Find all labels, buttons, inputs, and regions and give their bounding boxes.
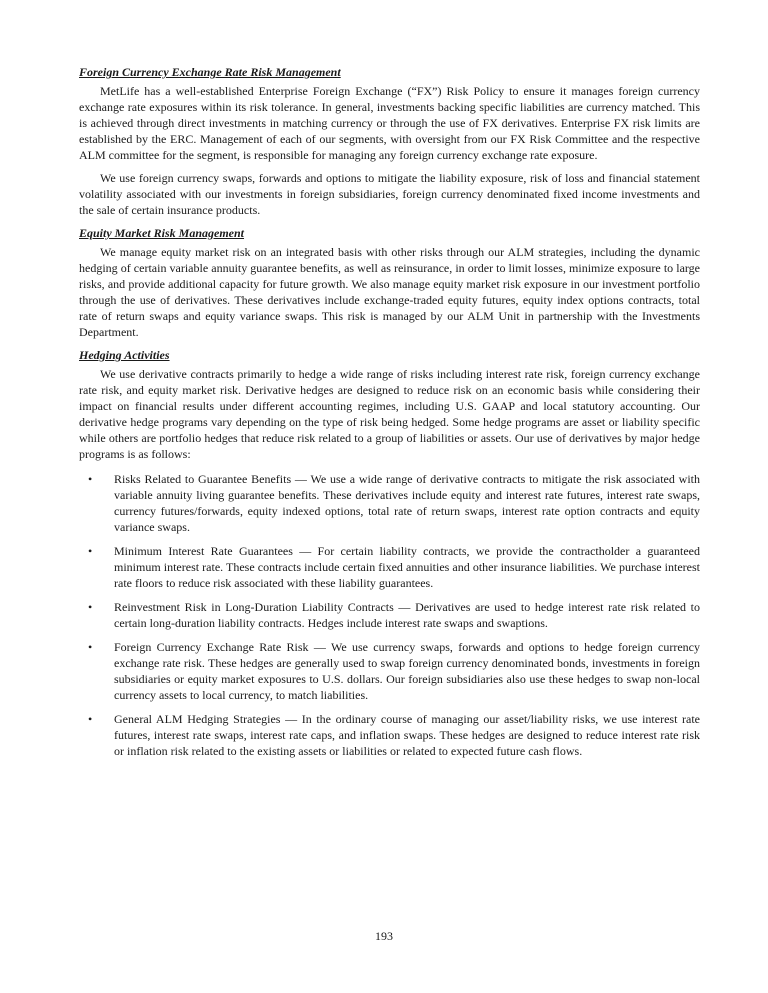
- section-heading-hedging: Hedging Activities: [79, 348, 170, 362]
- bullet-icon: •: [88, 712, 93, 726]
- paragraph: We use foreign currency swaps, forwards and options to mitigate the liability exposure, risk of loss and financial statement volatility associated with our investments in foreign subsidiaries, foreign currency denominated fixed income investments and the sale of certain insurance products.: [79, 171, 700, 217]
- list-item-text: Minimum Interest Rate Guarantees — For certain liability contracts, we provide the contractholder a guaranteed minimum interest rate. These contracts include certain fixed annuities and other insurance liabilities. We purchase interest rate floors to reduce risk associated with these liability guarantees.: [114, 544, 700, 590]
- document-page: [79, 64, 700, 767]
- list-item-text: Foreign Currency Exchange Rate Risk — We use currency swaps, forwards and options to hedge foreign currency exchange rate risk. These hedges are generally used to swap foreign currency denominated bonds, investments in foreign subsidiaries or equity market exposures to U.S. dollars. Our foreign subsidiaries also use these hedges to swap non-local currency assets to local currency, to match liabilities.: [114, 640, 700, 702]
- paragraph: We manage equity market risk on an integrated basis with other risks through our ALM strategies, including the dynamic hedging of certain variable annuity guarantee benefits, as well as reinsurance, in order to limit losses, minimize exposure to large risks, and provide additional capacity for future growth. We also manage equity market risk exposure in our investment portfolio through the use of derivatives. These derivatives include exchange-traded equity futures, equity index options contracts, total rate of return swaps and equity variance swaps. This risk is managed by our ALM Unit in partnership with the Investments Department.: [79, 245, 700, 339]
- paragraph: We use derivative contracts primarily to hedge a wide range of risks including interest rate risk, foreign currency exchange rate risk, and equity market risk. Derivative hedges are designed to reduce risk on an economic basis while considering their impact on financial results under different accounting regimes, including U.S. GAAP and local statutory accounting. Our derivative hedge programs vary depending on the type of risk being hedged. Some hedge programs are asset or liability specific while others are portfolio hedges that reduce risk related to a group of liabilities or assets. Our use of derivatives by major hedge programs is as follows:: [79, 367, 700, 461]
- hedge-programs-list: [79, 471, 700, 759]
- section-heading-fx: Foreign Currency Exchange Rate Risk Management: [79, 65, 341, 79]
- list-item-text: General ALM Hedging Strategies — In the ordinary course of managing our asset/liability risks, we use interest rate futures, interest rate swaps, interest rate caps, and inflation swaps. These hedges are designed to reduce interest rate risk or inflation risk related to the existing assets or liabilities or related to expected future cash flows.: [114, 712, 700, 758]
- list-item: [79, 471, 700, 535]
- bullet-icon: •: [88, 600, 93, 614]
- list-item: [79, 599, 700, 631]
- paragraph: MetLife has a well-established Enterprise Foreign Exchange (“FX”) Risk Policy to ensure it manages foreign currency exchange rate exposures within its risk tolerance. In general, investments backing specific liabilities are currency matched. This is achieved through direct investments in matching currency or through the use of FX derivatives. Enterprise FX risk limits are established by the ERC. Management of each of our segments, with oversight from our FX Risk Committee and the respective ALM committee for the segment, is responsible for managing any foreign currency exchange rate exposure.: [79, 84, 700, 162]
- list-item-text: Reinvestment Risk in Long-Duration Liability Contracts — Derivatives are used to hedge interest rate risk related to certain long-duration liability contracts. Hedges include interest rate swaps and swaptions.: [114, 600, 700, 630]
- bullet-icon: •: [88, 544, 93, 558]
- bullet-icon: •: [88, 640, 93, 654]
- page-number: 193: [375, 929, 393, 943]
- list-item: [79, 639, 700, 703]
- list-item: [79, 543, 700, 591]
- bullet-icon: •: [88, 472, 93, 486]
- list-item: [79, 711, 700, 759]
- section-heading-equity: Equity Market Risk Management: [79, 226, 245, 240]
- list-item-text: Risks Related to Guarantee Benefits — We use a wide range of derivative contracts to mitigate the risk associated with variable annuity living guarantee benefits. These derivatives include equity and interest rate futures, interest rate swaps, currency futures/forwards, equity indexed options, total rate of return swaps, interest rate option contracts and equity variance swaps.: [114, 472, 700, 534]
